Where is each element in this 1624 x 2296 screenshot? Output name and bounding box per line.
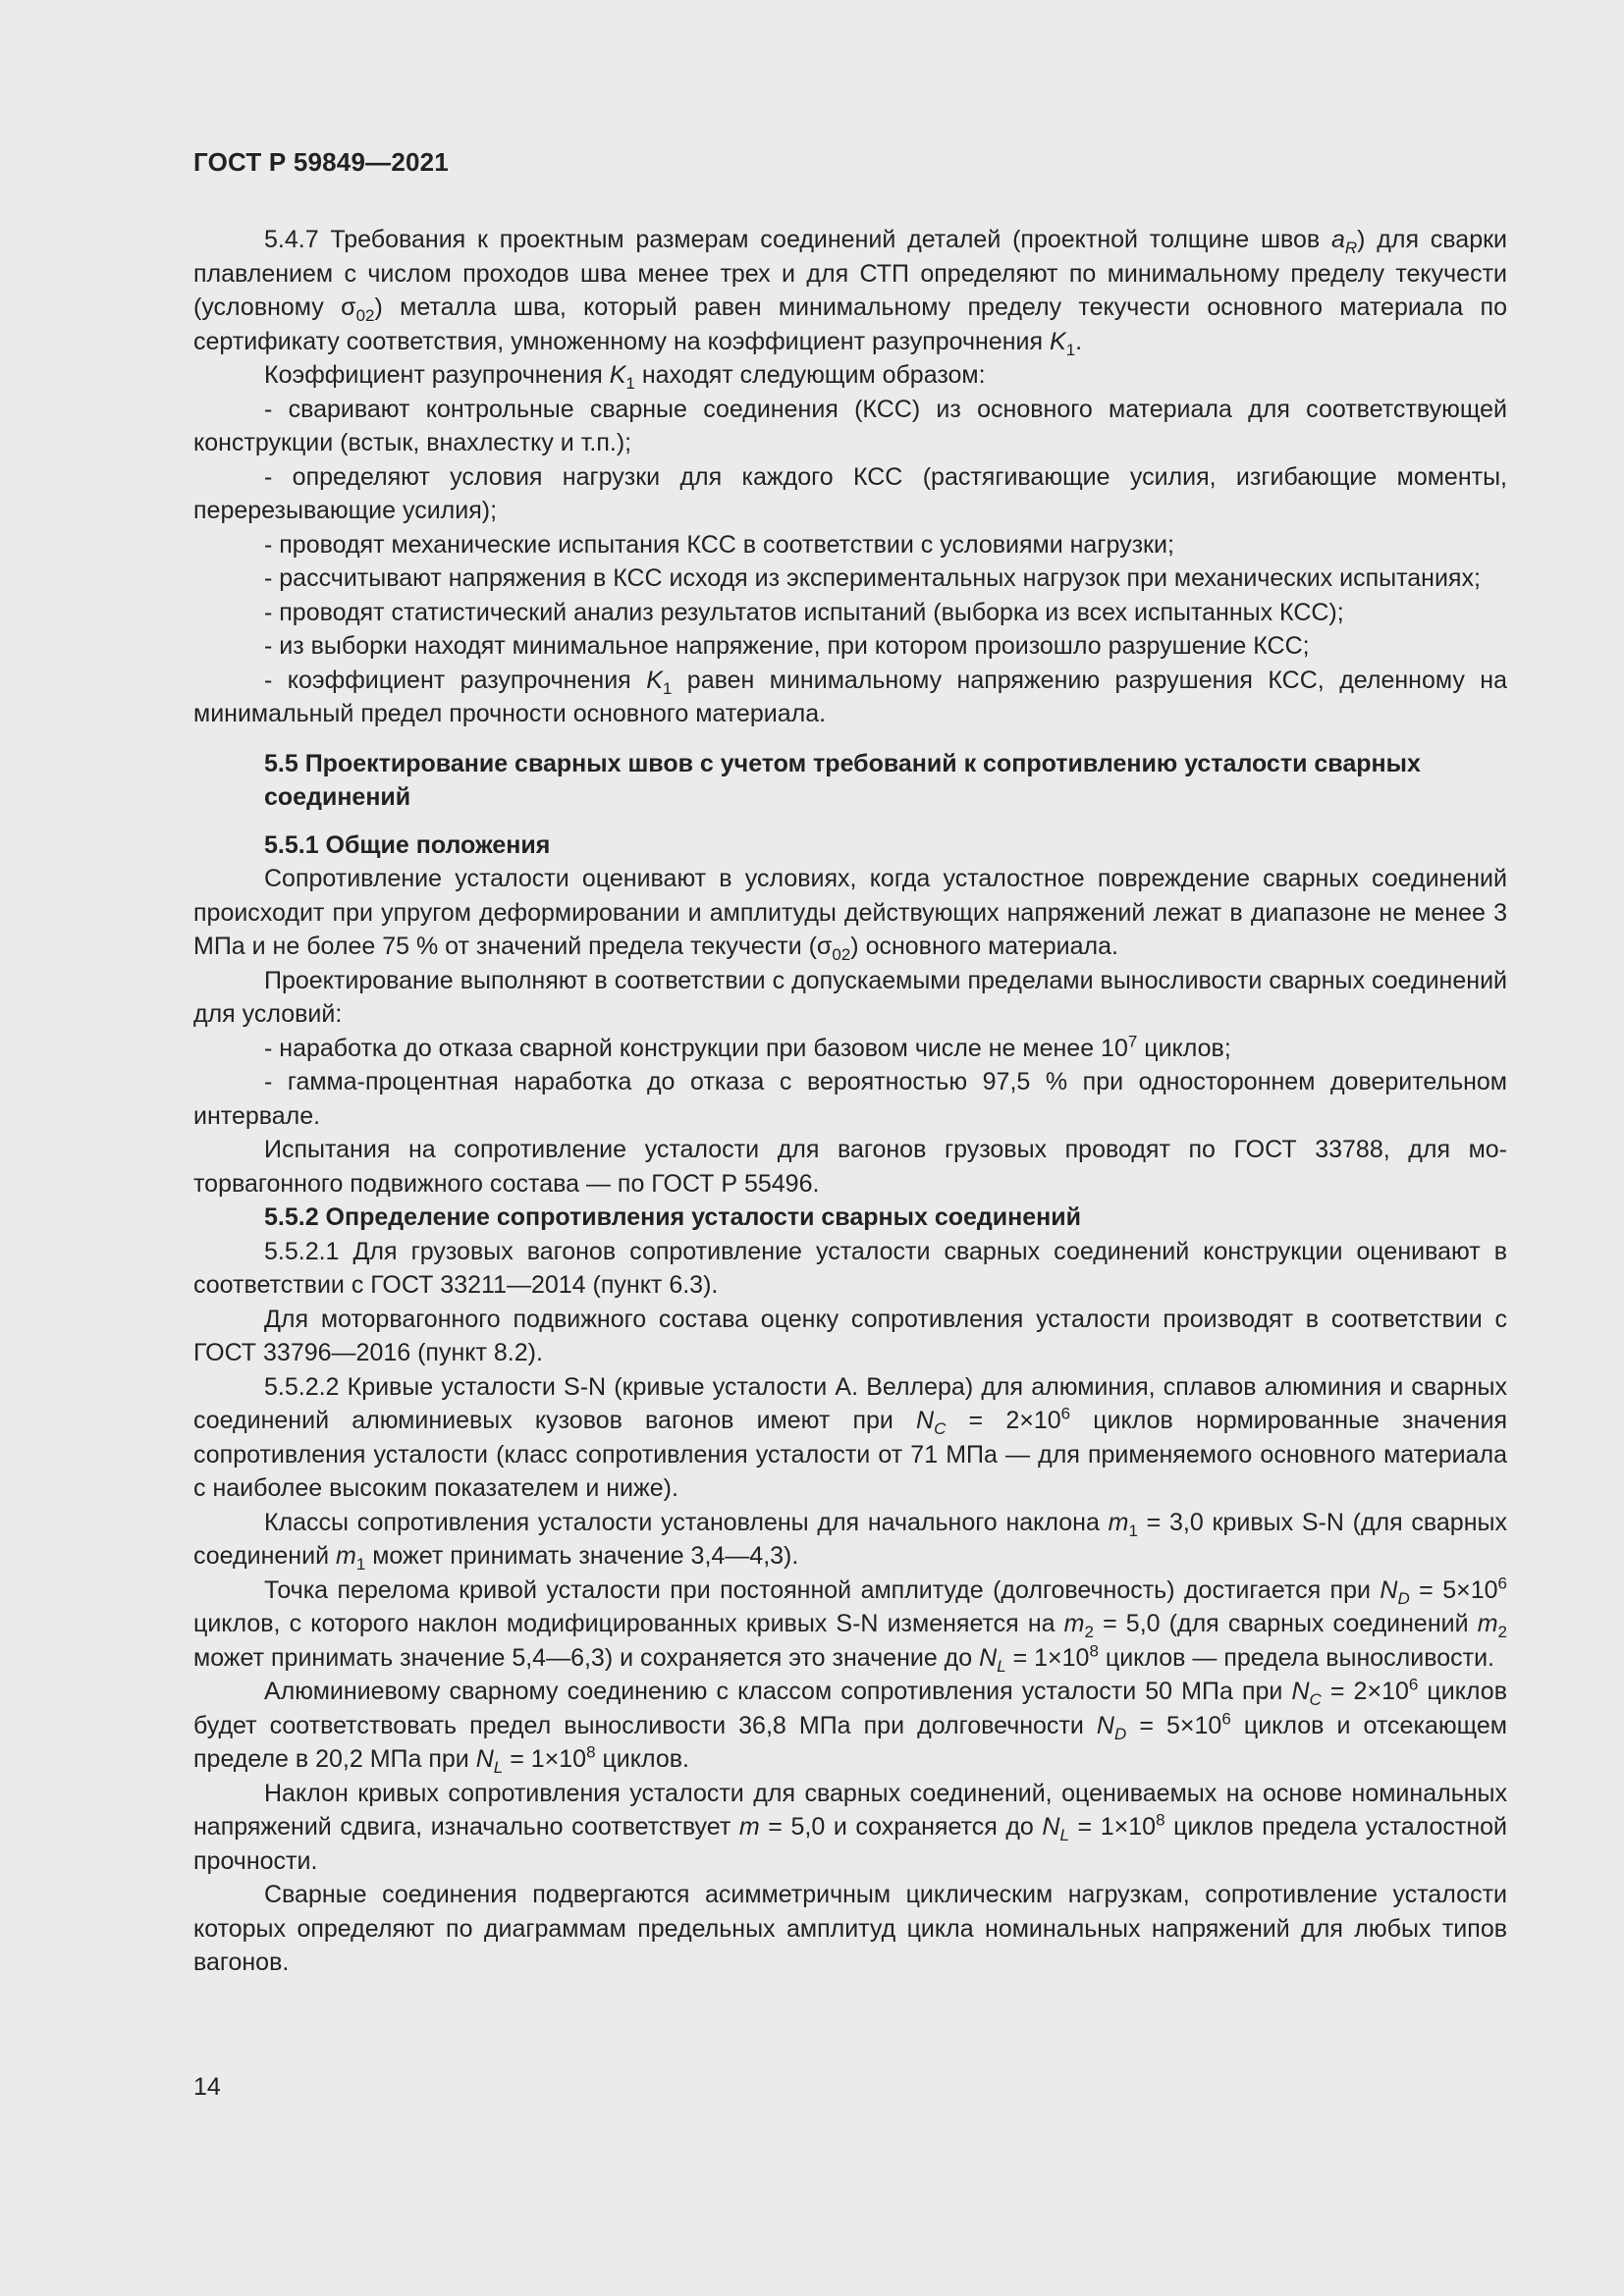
superscript: 6	[1497, 1574, 1508, 1593]
subscript: 1	[355, 1555, 366, 1574]
text-run: - проводят механические испытания КСС в соответствии с условиями нагрузки;	[264, 530, 1174, 559]
text-run: m	[1477, 1610, 1498, 1637]
text-run: = 5,0 и сохраняется до	[759, 1813, 1043, 1841]
text-run: 5.5.1 Общие положения	[264, 830, 551, 859]
paragraph	[193, 460, 1507, 528]
text-run: - сваривают контрольные сварные соединения (КСС) из основного материала для соответствующей конструкции (встык, внахлестку и т.п.);	[193, 395, 1507, 456]
text-run: m	[335, 1542, 356, 1570]
paragraph	[193, 393, 1507, 460]
text-run: циклов.	[595, 1745, 689, 1773]
text-run: = 2×10	[1321, 1678, 1409, 1705]
paragraph	[193, 1370, 1507, 1506]
subscript: D	[1397, 1588, 1410, 1608]
paragraph	[193, 596, 1507, 630]
text-run: циклов — предела выносливости.	[1098, 1643, 1495, 1672]
text-run: циклов предела усталостной прочности.	[193, 1813, 1507, 1875]
text-run: находят следующим образом:	[634, 361, 986, 389]
paragraph	[193, 862, 1507, 964]
text-run: Сопротивление усталости оценивают в условиях, когда усталостное повреждение сварных соединений происходит при упругом деформировании и амплитуды действующих напряжений лежат в диапазоне не менее 3 МПа и не более 75 % от значений предела текучести (σ	[193, 865, 1507, 960]
subscript: L	[1059, 1826, 1069, 1844]
paragraph	[193, 1574, 1507, 1676]
text-run: может принимать значение 5,4—6,3) и сохраняется это значение до	[193, 1643, 980, 1672]
superscript: 6	[1408, 1675, 1419, 1694]
paragraph	[193, 1133, 1507, 1201]
text-run: N	[979, 1643, 998, 1672]
paragraph	[193, 1675, 1507, 1777]
text-run: K	[609, 361, 626, 389]
subscript: 1	[1128, 1521, 1138, 1540]
paragraph	[193, 629, 1507, 664]
document-header: ГОСТ Р 59849—2021	[193, 147, 449, 177]
superscript: 7	[1127, 1032, 1138, 1051]
text-run: 5.5 Проектирование сварных швов с учетом требований к сопротивлению усталости сварных соединений	[264, 749, 1421, 811]
subsection-heading	[193, 828, 1507, 863]
subsection-heading	[193, 1201, 1507, 1235]
superscript: 6	[1060, 1404, 1071, 1423]
subscript: 1	[662, 678, 673, 698]
text-run: ) металла шва, который равен минимальному пределу текучести основного материала по сертификату соответствия, умноженному на коэффициент разупрочнения	[193, 294, 1507, 355]
superscript: 6	[1221, 1709, 1231, 1729]
text-run: Классы сопротивления усталости установлены для начального наклона	[264, 1508, 1109, 1536]
subscript: 1	[1065, 340, 1076, 359]
subscript: 1	[625, 374, 635, 393]
text-run: = 1×10	[1068, 1813, 1157, 1841]
text-run: Для моторвагонного подвижного состава оценку сопротивления усталости производят в соответствии с ГОСТ 33796—2016 (пункт 8.2).	[193, 1305, 1507, 1366]
paragraph	[193, 528, 1507, 562]
text-run: ) для сварки плавлением с числом проходов шва менее трех и для СТП определяют по минимальному пределу текучести (условному σ	[193, 226, 1508, 321]
text-run: .	[1075, 327, 1083, 355]
text-run: - проводят статистический анализ результатов испытаний (выборка из всех испытанных КСС);	[264, 598, 1344, 626]
text-run: N	[1096, 1711, 1114, 1739]
text-run: m	[1063, 1610, 1085, 1637]
text-run: - определяют условия нагрузки для каждого КСС (растягивающие усилия, изгибающие моменты, перерезывающие усилия);	[193, 462, 1507, 524]
text-run: Наклон кривых сопротивления усталости для сварных соединений, оцениваемых на основе номинальных напряжений сдвига, изначально соответствует	[193, 1779, 1507, 1841]
text-run: циклов;	[1137, 1034, 1231, 1062]
text-run: = 1×10	[503, 1745, 587, 1773]
text-run: циклов и отсекающем пределе в 20,2 МПа при	[193, 1711, 1507, 1773]
text-run: K	[1050, 327, 1066, 355]
text-run: N	[1042, 1813, 1060, 1841]
text-run: = 5,0 (для сварных соединений	[1093, 1610, 1478, 1637]
document-body	[193, 223, 1507, 1980]
paragraph	[193, 964, 1507, 1032]
text-run: циклов, с которого наклон модифицированных кривых S-N изменяется на	[193, 1610, 1064, 1637]
text-run: ) основного материала.	[850, 933, 1118, 960]
paragraph	[193, 561, 1507, 596]
superscript: 8	[1089, 1641, 1099, 1661]
text-run: равен минимальному напряжению разрушения КСС, деленному на минимальный предел прочности основного материала.	[193, 666, 1507, 727]
text-run: m	[738, 1813, 760, 1841]
text-run: Коэффициент разупрочнения	[264, 361, 610, 389]
text-run: - из выборки находят минимальное напряжение, при котором произошло разрушение КСС;	[264, 632, 1310, 660]
text-run: = 3,0 кривых S-N (для сварных соединений	[193, 1508, 1507, 1570]
text-run: a	[1330, 226, 1345, 253]
superscript: 8	[586, 1742, 596, 1762]
subscript: R	[1344, 239, 1358, 257]
subscript: L	[493, 1758, 504, 1777]
text-run: K	[646, 666, 663, 694]
text-run: Испытания на сопротивление усталости для вагонов грузовых проводят по ГОСТ 33788, для моторвагонного подвижного состава — по ГОСТ Р 55496.	[193, 1136, 1507, 1198]
paragraph	[193, 1506, 1507, 1574]
subscript: L	[997, 1656, 1006, 1676]
paragraph	[193, 1032, 1507, 1066]
text-run: = 2×10	[946, 1407, 1061, 1434]
paragraph	[193, 1303, 1507, 1370]
page-number: 14	[193, 2073, 221, 2101]
section-heading	[193, 747, 1507, 815]
text-run: Проектирование выполняют в соответствии с допускаемыми пределами выносливости сварных соединений для условий:	[193, 966, 1507, 1028]
text-run: N	[916, 1407, 935, 1434]
text-run: циклов будет соответствовать предел выносливости 36,8 МПа при долговечности	[193, 1678, 1507, 1739]
text-run: m	[1108, 1508, 1129, 1536]
paragraph	[193, 1235, 1507, 1303]
text-run: 5.5.2.2 Кривые усталости S-N (кривые усталости А. Веллера) для алюминия, сплавов алюминия и сварных соединений алюминиевых кузовов вагонов имеют при	[193, 1372, 1507, 1434]
text-run: Алюминиевому сварному соединению с классом сопротивления усталости 50 МПа при	[264, 1678, 1292, 1705]
text-run: - наработка до отказа сварной конструкции при базовом числе не менее 10	[264, 1034, 1128, 1062]
subscript: 02	[355, 306, 375, 325]
text-run: 5.5.2 Определение сопротивления усталости сварных соединений	[264, 1203, 1081, 1231]
paragraph	[193, 358, 1507, 393]
text-run: - рассчитывают напряжения в КСС исходя из экспериментальных нагрузок при механических испытаниях;	[264, 564, 1481, 592]
paragraph	[193, 223, 1507, 358]
subscript: D	[1113, 1724, 1127, 1743]
superscript: 8	[1156, 1810, 1165, 1830]
subscript: 2	[1497, 1623, 1507, 1641]
text-run: 5.5.2.1 Для грузовых вагонов сопротивление усталости сварных соединений конструкции оценивают в соответствии с ГОСТ 33211—2014 (пункт 6.3).	[193, 1237, 1507, 1299]
text-run: = 5×10	[1126, 1711, 1222, 1739]
text-run: N	[1380, 1575, 1398, 1604]
text-run: Сварные соединения подвергаются асимметричным циклическим нагрузкам, сопротивление усталости которых определяют по диаграммам предельных амплитуд цикла номинальных напряжений для любых типов вагонов.	[193, 1881, 1507, 1976]
subscript: 02	[832, 945, 851, 964]
text-run: - гамма-процентная наработка до отказа с вероятностью 97,5 % при одностороннем доверительном интервале.	[193, 1068, 1507, 1130]
text-run: = 5×10	[1409, 1575, 1498, 1604]
text-run: = 1×10	[1005, 1643, 1090, 1672]
paragraph	[193, 1777, 1507, 1879]
text-run: - коэффициент разупрочнения	[264, 666, 647, 694]
text-run: 5.4.7 Требования к проектным размерам соединений деталей (проектной толщине швов	[264, 226, 1331, 253]
paragraph	[193, 664, 1507, 731]
paragraph	[193, 1878, 1507, 1980]
text-run: Точка перелома кривой усталости при постоянной амплитуде (долговечность) достигается при	[264, 1575, 1380, 1604]
text-run: может принимать значение 3,4—4,3).	[365, 1542, 799, 1570]
subscript: C	[934, 1419, 947, 1438]
text-run: циклов нормированные значения сопротивления усталости (класс сопротивления усталости от 71 МПа — для применяемого основного материала с наиболее высоким показателем и ниже).	[193, 1407, 1507, 1502]
subscript: 2	[1084, 1623, 1094, 1641]
text-run: N	[1291, 1678, 1310, 1705]
subscript: C	[1309, 1690, 1322, 1709]
text-run: N	[475, 1745, 494, 1773]
paragraph	[193, 1065, 1507, 1133]
